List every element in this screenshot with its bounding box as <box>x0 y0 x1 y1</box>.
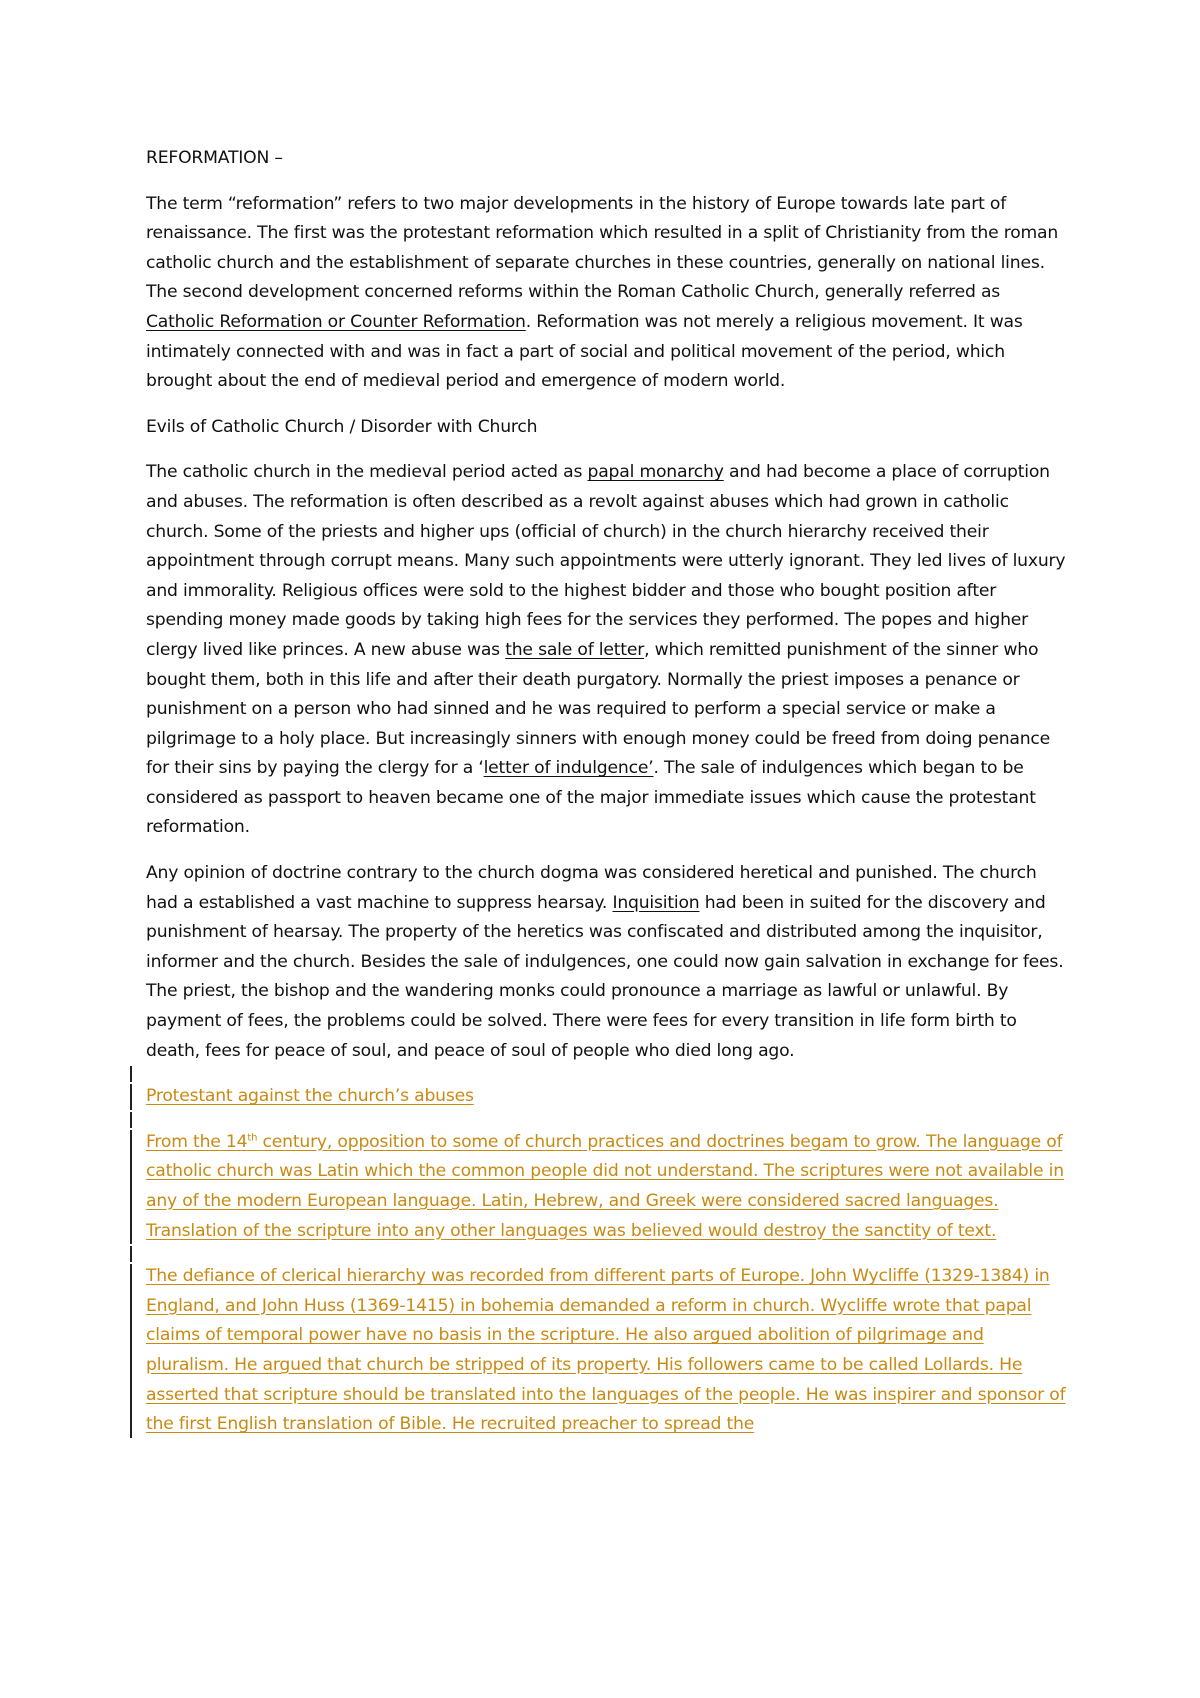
document-body <box>146 144 1066 1440</box>
change-bar <box>130 1264 132 1438</box>
underlined-term: the sale of letter <box>505 639 645 660</box>
change-bar <box>130 1246 132 1262</box>
intro-paragraph: The term “reformation” refers to two major developments in the history of Europe towards late part of renaissance. The first was the protestant reformation which resulted in a split of Christianity from the roman catholic church and the establishment of separate churches in these countries, generally on national lines. The second development concerned reforms within the Roman Catholic Church, generally referred as Catholic Reformation or Counter Reformation. Reformation was not merely a religious movement. It was intimately connected with and was in fact a part of social and political movement of the period, which brought about the end of medieval period and emergence of modern world. <box>146 193 1059 392</box>
document-title: REFORMATION – <box>146 148 283 168</box>
underlined-term: letter of indulgence’ <box>483 758 654 779</box>
underlined-term: papal monarchy <box>587 462 724 483</box>
change-bar <box>130 1066 132 1082</box>
wycliffe-paragraph: The defiance of clerical hierarchy was recorded from different parts of Europe. John Wycliffe (1329-1384) in England, and John Huss (1369-1415) in bohemia demanded a reform in church. Wycliffe wrote that papal claims of temporal power have no basis in the scripture. He also argued abolition of pilgrimage and pluralism. He argued that church be stripped of its property. His followers came to be called Lollards. He asserted that scripture should be translated into the languages of the people. He was inspirer and sponsor of the first English translation of Bible. He recruited preacher to spread the <box>146 1262 1066 1440</box>
underlined-term: Catholic Reformation or Counter Reformation <box>146 311 526 332</box>
evils-paragraph: The catholic church in the medieval period acted as papal monarchy and had become a place of corruption and abuses. The reformation is often described as a revolt against abuses which had grown in catholic church. Some of the priests and higher ups (official of church) in the church hierarchy received their appointment through corrupt means. Many such appointments were utterly ignorant. They led lives of luxury and immorality. Religious offices were sold to the highest bidder and those who bought position after spending money made goods by taking high fees for the services they performed. The popes and higher clergy lived like princes. A new abuse was the sale of letter, which remitted punishment of the sinner who bought them, both in this life and after their death purgatory. Normally the priest imposes a penance or punishment on a person who had sinned and he was required to perform a special service or make a pilgrimage to a holy place. But increasingly sinners with enough money could be freed from doing penance for their sins by paying the clergy for a ‘letter of indulgence’. The sale of indulgences which began to be considered as passport to heaven became one of the major immediate issues which cause the protestant reformation. <box>146 462 1066 838</box>
underlined-term: Inquisition <box>612 892 700 913</box>
change-bar <box>130 1130 132 1244</box>
change-bar <box>130 1084 132 1110</box>
section-heading-evils: Evils of Catholic Church / Disorder with Church <box>146 416 538 437</box>
inquisition-paragraph: Any opinion of doctrine contrary to the church dogma was considered heretical and punished. The church had a established a vast machine to suppress hearsay. Inquisition had been in suited for the discovery and punishment of hearsay. The property of the heretics was confiscated and distributed among the inquisitor, informer and the church. Besides the sale of indulgences, one could now gain salvation in exchange for fees. The priest, the bishop and the wandering monks could pronounce a marriage as lawful or unlawful. By payment of fees, the problems could be solved. There were fees for every transition in life form birth to death, fees for peace of soul, and peace of soul of people who died long ago. <box>146 863 1064 1061</box>
section-heading-protestant: Protestant against the church’s abuses <box>146 1082 1066 1112</box>
opposition-paragraph: From the 14th century, opposition to some of church practices and doctrines begam to grow. The language of catholic church was Latin which the common people did not understand. The scriptures were not available in any of the modern European language. Latin, Hebrew, and Greek were considered sacred languages. Translation of the scripture into any other languages was believed would destroy the sanctity of text. <box>146 1128 1066 1246</box>
change-bar <box>130 1112 132 1128</box>
